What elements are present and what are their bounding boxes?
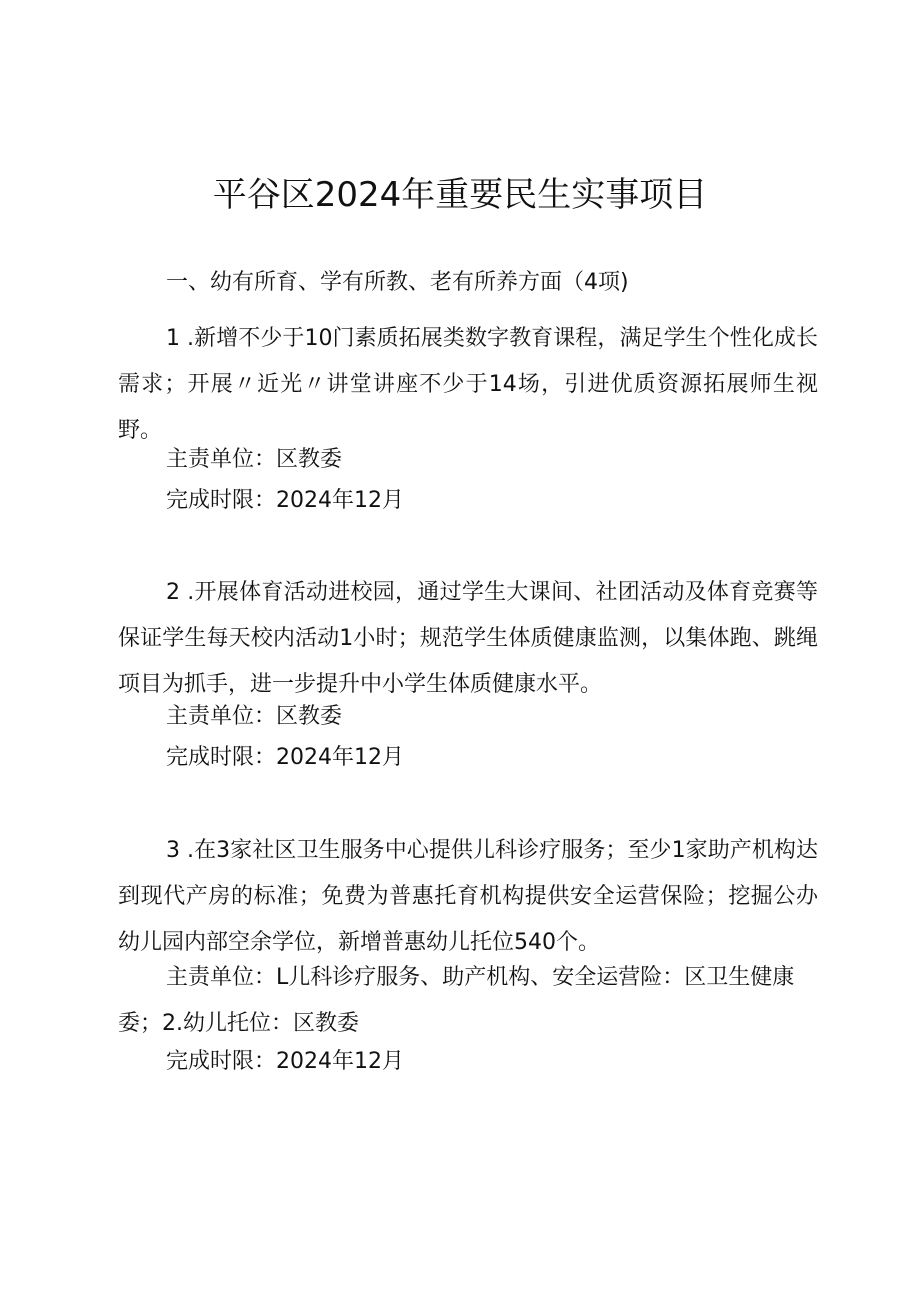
section-heading: 一、幼有所育、学有所教、老有所养方面（4项) [166, 270, 629, 295]
document-title: 平谷区2024年重要民生实事项目 [212, 175, 708, 215]
item-2-deadline: 完成时限：2024年12月 [166, 745, 404, 770]
item-2-responsible: 主责单位：区教委 [166, 704, 343, 729]
item-3-text: 3 .在3家社区卫生服务中心提供儿科诊疗服务；至少1家助产机构达到现代产房的标准；免费为普惠托育机构提供安全运营保险；挖掘公办幼儿园内部空余学位，新增普惠幼儿托位540个。 [118, 838, 818, 955]
item-3-responsible: 主责单位：L儿科诊疗服务、助产机构、安全运营险：区卫生健康委；2.幼儿托位：区教委 [118, 965, 795, 1036]
item-2-text: 2 .开展体育活动进校园，通过学生大课间、社团活动及体育竞赛等保证学生每天校内活动1小时；规范学生体质健康监测，以集体跑、跳绳项目为抓手，进一步提升中小学生体质健康水平。 [118, 580, 818, 697]
item-1-deadline: 完成时限：2024年12月 [166, 488, 404, 513]
item-1-responsible: 主责单位：区教委 [166, 447, 343, 472]
item-1-text: 1 .新增不少于10门素质拓展类数字教育课程，满足学生个性化成长需求；开展〃近光〃讲堂讲座不少于14场，引进优质资源拓展师生视野。 [118, 326, 818, 443]
item-3-deadline: 完成时限：2024年12月 [166, 1049, 404, 1074]
